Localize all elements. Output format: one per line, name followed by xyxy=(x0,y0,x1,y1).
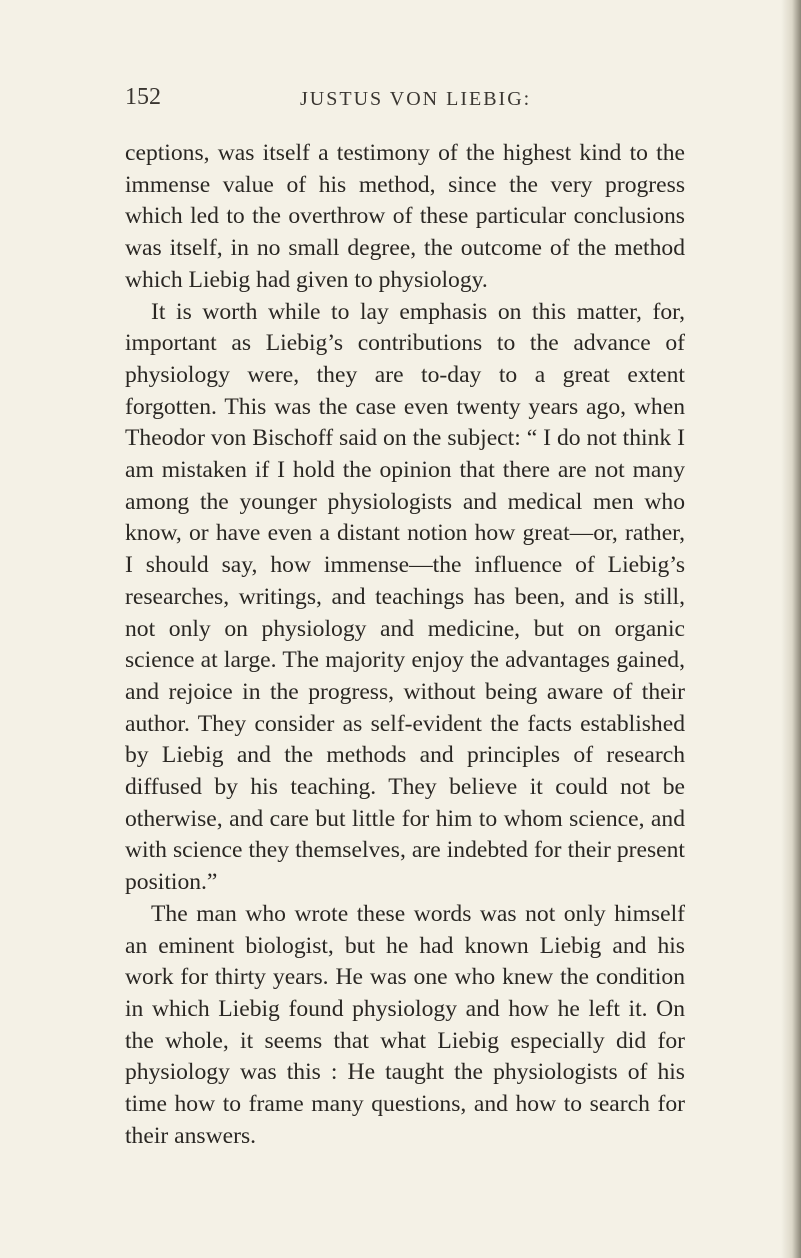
paragraph-continuation: ceptions, was itself a testimony of the highest kind to the immense value of his method, since the very progress which led to the overthrow of these particular conclusions was itself, in no small degree, the outcome of the method which Liebig had given to physiology. xyxy=(125,140,685,293)
body-text xyxy=(125,138,685,1153)
paragraph-conclusion: The man who wrote these words was not only himself an eminent biologist, but he had known Liebig and his work for thirty years. He was one who knew the condition in which Liebig found physiology and how he left it. On the whole, it seems that what Liebig especially did for physiology was this : He taught the physiologists of his time how to frame many questions, and how to search for their answers. xyxy=(125,900,685,1149)
running-head: JUSTUS VON LIEBIG: xyxy=(300,88,532,110)
page-edge-shadow xyxy=(781,0,801,1258)
page-header xyxy=(125,84,685,118)
paragraph-bischoff-quote: It is worth while to lay emphasis on this matter, for, important as Liebig’s contributions to the advance of physiology were, they are to-day to a great extent forgotten. This was the case even twenty years ago, when Theodor von Bischoff said on the subject: “ I do not think I am mistaken if I hold the opinion that there are not many among the younger physiologists and medical men who know, or have even a distant notion how great—or, rather, I should say, how immense—the influence of Liebig’s researches, writings, and teachings has been, and is still, not only on physiology and medicine, but on organic science at large. The majority enjoy the advantages gained, and rejoice in the progress, without being aware of their author. They consider as self-evident the facts established by Liebig and the methods and principles of research diffused by his teaching. They believe it could not be otherwise, and care but little for him to whom science, and with science they themselves, are indebted for their present position.” xyxy=(125,298,685,896)
page-number: 152 xyxy=(125,84,161,110)
